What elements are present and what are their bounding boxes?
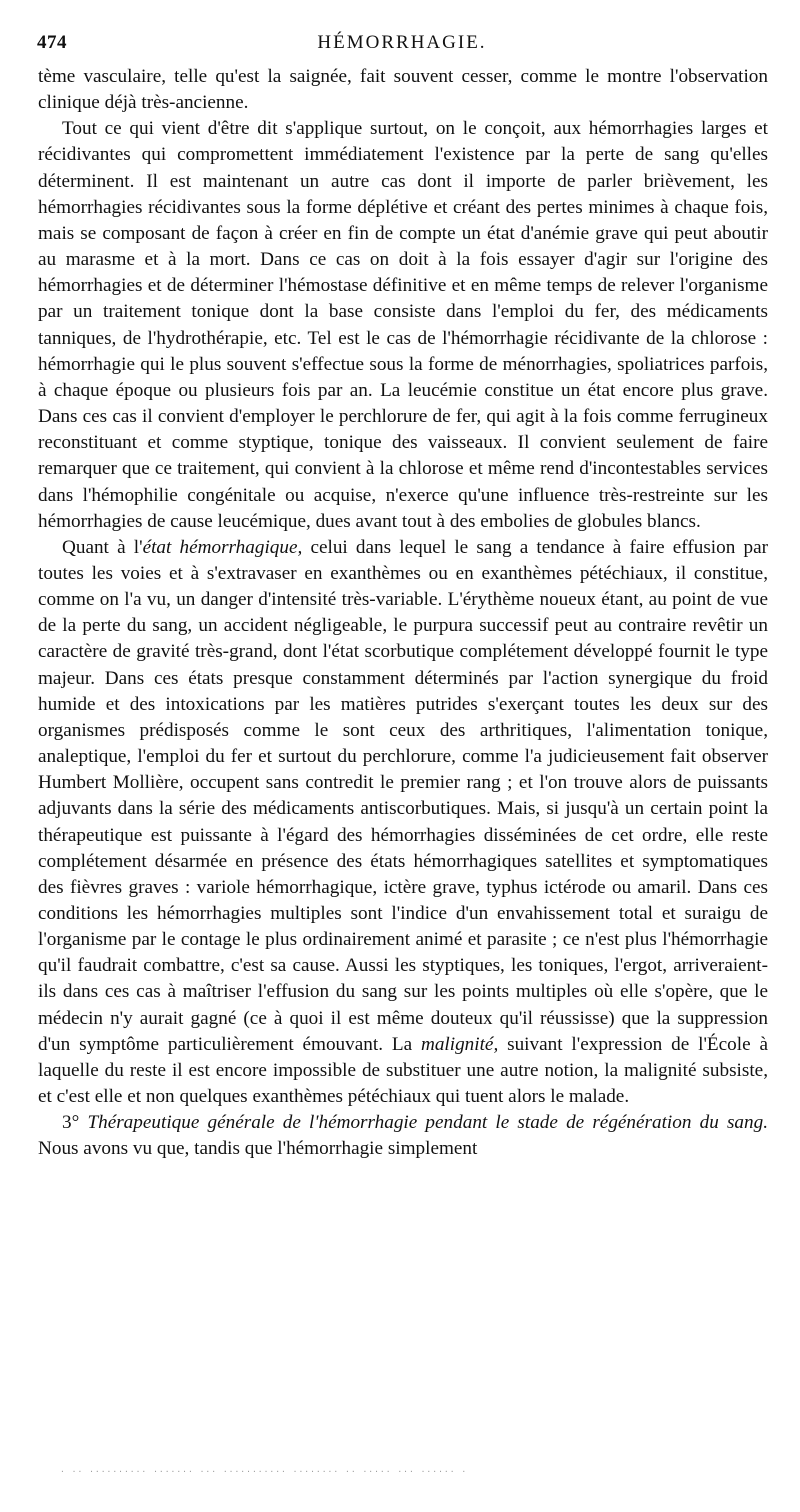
paragraph-tail: suivant l'expression de l'École à laquelle du reste il est encore impossible de substituer une autre notion, la malignité subsiste, et c'est elle et non quelques exanthèmes pétéchiaux qui tuent alors le malade. [38, 1033, 768, 1108]
section-heading: Thérapeutique générale de l'hémorrhagie pendant le stade de régénération du sang. [87, 1112, 768, 1134]
bleed-through-artifact: · ·· ·········· ······· ··· ··········· ········ ·· ····· ··· ······ · [60, 1468, 468, 1476]
section-number: 3° [62, 1112, 88, 1134]
paragraph-continuation: tème vasculaire, telle qu'est la saignée, fait souvent cesser, comme le montre l'observation clinique déjà très-ancienne. [38, 66, 768, 114]
paragraph-text: Nous avons vu que, tandis que l'hémorrhagie simplement [38, 1138, 478, 1160]
body-text [38, 64, 768, 1163]
running-title: HÉMORRHAGIE. [317, 32, 487, 53]
paragraph-text: celui dans lequel le sang a tendance à faire effusion par toutes les voies et à s'extravaser en exanthèmes ou en exanthèmes pétéchiaux, il constitue, comme on l'a vu, un danger d'intensité très-variable. L'érythème noueux étant, au point de vue de la perte du sang, un accident négligeable, le purpura successif peut au contraire revêtir un caractère de gravité très-grand, dont l'état scorbutique complétement développé fournit le type majeur. Dans ces états presque constamment déterminés par l'action synergique du froid humide et des intoxications par les matières putrides s'exerçant toutes les deux sur des organismes prédisposés comme le sont ceux des arthritiques, l'alimentation tonique, analeptique, l'emploi du fer et surtout du perchlorure, comme l'a judicieusement fait observer Humbert Mollière, occupent sans contredit le premier rang ; et l'on trouve alors de puissants adjuvants dans la série des médicaments antiscorbutiques. Mais, si jusqu'à un certain point la thérapeutique est puissante à l'égard des hémorrhagies disséminées de cet ordre, elle reste complétement désarmée en présence des états hémorrhagiques satellites et symptomatiques des fièvres graves : variole hémorrhagique, ictère grave, typhus ictérode ou amaril. Dans ces conditions les hémorrhagies multiples sont l'indice d'un envahissement total et suraigu de l'organisme par le contage le plus ordinairement animé et parasite ; ce n'est plus l'hémorrhagie qu'il faudrait combattre, c'est sa cause. Aussi les styptiques, les toniques, l'ergot, arriveraient-ils dans ces cas à maîtriser l'effusion du sang sur les points multiples où elle s'opère, que le médecin n'y aurait gagné (ce à quoi il est même douteux qu'il réussisse) que la suppression d'un symptôme particulièrement émouvant. La [38, 536, 768, 1055]
italic-term-malignancy: malignité, [420, 1033, 499, 1055]
paragraph-lead: Quant à l' [62, 536, 143, 558]
page-number: 474 [37, 32, 67, 53]
page-header [37, 30, 767, 56]
paragraph-recurrent-hemorrhages: Tout ce qui vient d'être dit s'applique surtout, on le conçoit, aux hémorrhagies larges et récidivantes qui compromettent immédiatement l'existence par la perte de sang qu'elles déterminent. Il est maintenant un autre cas dont il importe de parler brièvement, les hémorrhagies récidivantes sous la forme déplétive et créant des pertes minimes à chaque fois, mais se composant de façon à créer en fin de compte un état d'anémie grave qui peut aboutir au marasme et à la mort. Dans ce cas on doit à la fois essayer d'agir sur l'origine des hémorrhagies et de déterminer l'hémostase définitive et en même temps de relever l'organisme par un traitement tonique dont la base consiste dans l'emploi du fer, des médicaments tanniques, de l'hydrothérapie, etc. Tel est le cas de l'hémorrhagie récidivante de la chlorose : hémorrhagie qui le plus souvent s'effectue sous la forme de ménorrhagies, spoliatrices parfois, à chaque époque ou plusieurs fois par an. La leucémie constitue un état encore plus grave. Dans ces cas il convient d'employer le perchlorure de fer, qui agit à la fois comme ferrugineux reconstituant et comme styptique, tonique des vaisseaux. Il convient seulement de faire remarquer que ce traitement, qui convient à la chlorose et même rend d'incontestables services dans l'hémophilie congénitale ou acquise, n'exerce qu'une influence très-restreinte sur les hémorrhagies de cause leucémique, dues avant tout à des embolies de globules blancs. [38, 118, 768, 532]
paragraph-hemorrhagic-state [38, 535, 768, 1110]
italic-term-hemorrhagic-state: état hémorrhagique, [142, 536, 303, 558]
paragraph-section-3 [38, 1110, 768, 1162]
